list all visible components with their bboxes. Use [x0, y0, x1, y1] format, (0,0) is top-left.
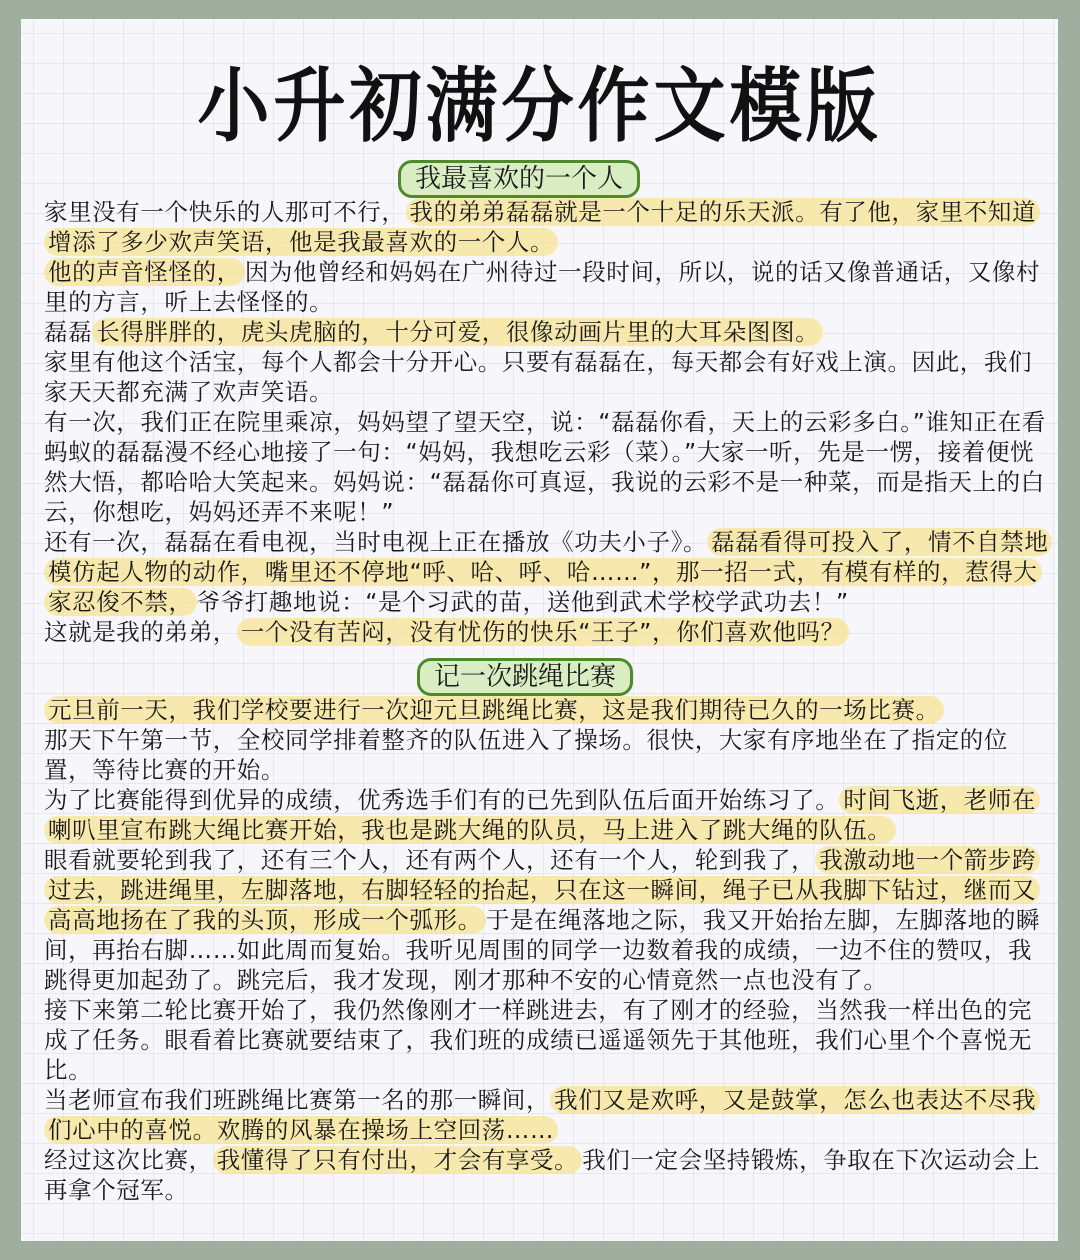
paragraph	[44, 617, 1049, 647]
paragraph	[44, 785, 1049, 845]
page-title: 小升初满分作文模版	[197, 58, 882, 154]
text-segment: 当老师宣布我们班跳绳比赛第一名的那一瞬间，	[44, 1086, 551, 1114]
text-segment: 磊磊	[44, 318, 93, 346]
paragraph	[44, 845, 1049, 995]
paragraph	[44, 317, 1049, 347]
paragraph	[44, 347, 1049, 407]
essay-2-heading: 记一次跳绳比赛	[417, 658, 633, 696]
paragraph	[44, 197, 1049, 257]
paragraph	[44, 407, 1049, 527]
paragraph	[44, 725, 1049, 785]
highlighted-text: 我的弟弟磊磊就是一个十足的乐天派。有了他，家里不知道增添了多少欢声笑语，他是我最喜欢的一个人。	[44, 198, 1040, 256]
text-segment: 因为他曾经和妈妈在广州待过一段时间，所以，说的话又像普通话，又像村里的方言，听上去怪怪的。	[44, 258, 1041, 316]
paragraph	[44, 257, 1049, 317]
text-segment: 家里有他这个活宝，每个人都会十分开心。只要有磊磊在，每天都会有好戏上演。因此，我们家天天都充满了欢声笑语。	[44, 348, 1033, 406]
highlighted-text: 一个没有苦闷，没有忧伤的快乐“王子”，你们喜欢他吗？	[237, 618, 849, 646]
paragraph	[44, 1145, 1049, 1205]
text-segment: 有一次，我们正在院里乘凉，妈妈望了望天空，说：“磊磊你看，天上的云彩多白。”谁知正在看蚂蚁的磊磊漫不经心地接了一句：“妈妈，我想吃云彩（菜）。”大家一听，先是一愣，接着便恍然大悟，都哈哈大笑起来。妈妈说：“磊磊你可真逗，我说的云彩不是一种菜，而是指天上的白云，你想吃，妈妈还弄不来呢！”	[44, 408, 1046, 526]
text-segment: 于是在绳落地之际，我又开始抬左脚，左脚落地的瞬间，再抬右脚……如此周而复始。我听见周围的同学一边数着我的成绩，一边不住的赞叹，我跳得更加起劲了。跳完后，我才发现，刚才那种不安的心情竟然一点也没有了。	[44, 906, 1041, 994]
highlighted-text: 磊磊看得可投入了，情不自禁地模仿起人物的动作，嘴里还不停地“呼、哈、呼、哈……”，那一招一式，有模有样的，惹得大家忍俊不禁，	[44, 528, 1052, 616]
paragraph	[44, 1085, 1049, 1145]
highlighted-text: 时间飞逝，老师在喇叭里宣布跳大绳比赛开始，我也是跳大绳的队员，马上进入了跳大绳的队伍。	[44, 786, 1040, 844]
text-segment: 这就是我的弟弟，	[44, 618, 237, 646]
highlighted-text: 我懂得了只有付出，才会有享受。	[213, 1146, 583, 1174]
essay-1-body	[44, 197, 1049, 647]
text-segment: 家里没有一个快乐的人那可不行，	[44, 198, 406, 226]
highlighted-text: 我激动地一个箭步跨过去，跳进绳里，左脚落地，右脚轻轻的抬起，只在这一瞬间，绳子已从我脚下钻过，继而又高高地扬在了我的头顶，形成一个弧形。	[44, 846, 1040, 934]
text-segment: 爷爷打趣地说：“是个习武的苗，送他到武术学校学武功去！”	[196, 588, 849, 616]
highlighted-text: 长得胖胖的，虎头虎脑的，十分可爱，很像动画片里的大耳朵图图。	[92, 318, 823, 346]
paragraph	[44, 995, 1049, 1085]
text-segment: 接下来第二轮比赛开始了，我仍然像刚才一样跳进去，有了刚才的经验，当然我一样出色的完成了任务。眼看着比赛就要结束了，我们班的成绩已遥遥领先于其他班，我们心里个个喜悦无比。	[44, 996, 1033, 1084]
essay-2-body	[44, 695, 1049, 1205]
highlighted-text: 我们又是欢呼，又是鼓掌，怎么也表达不尽我们心中的喜悦。欢腾的风暴在操场上空回荡……	[44, 1086, 1040, 1144]
document-card	[21, 19, 1058, 1241]
text-segment: 眼看就要轮到我了，还有三个人，还有两个人，还有一个人，轮到我了，	[44, 846, 816, 874]
text-segment: 我们一定会坚持锻炼，争取在下次运动会上再拿个冠军。	[44, 1146, 1041, 1204]
text-segment: 还有一次，磊磊在看电视，当时电视上正在播放《功夫小子》。	[44, 528, 708, 556]
highlighted-text: 他的声音怪怪的，	[44, 258, 245, 286]
highlighted-text: 元旦前一天，我们学校要进行一次迎元旦跳绳比赛，这是我们期待已久的一场比赛。	[44, 696, 944, 724]
text-segment: 为了比赛能得到优异的成绩，优秀选手们有的已先到队伍后面开始练习了。	[44, 786, 840, 814]
essay-1-heading: 我最喜欢的一个人	[398, 160, 640, 198]
text-segment: 那天下午第一节，全校同学排着整齐的队伍进入了操场。很快，大家有序地坐在了指定的位置，等待比赛的开始。	[44, 726, 1008, 784]
text-segment: 经过这次比赛，	[44, 1146, 213, 1174]
paragraph	[44, 695, 1049, 725]
paragraph	[44, 527, 1049, 617]
